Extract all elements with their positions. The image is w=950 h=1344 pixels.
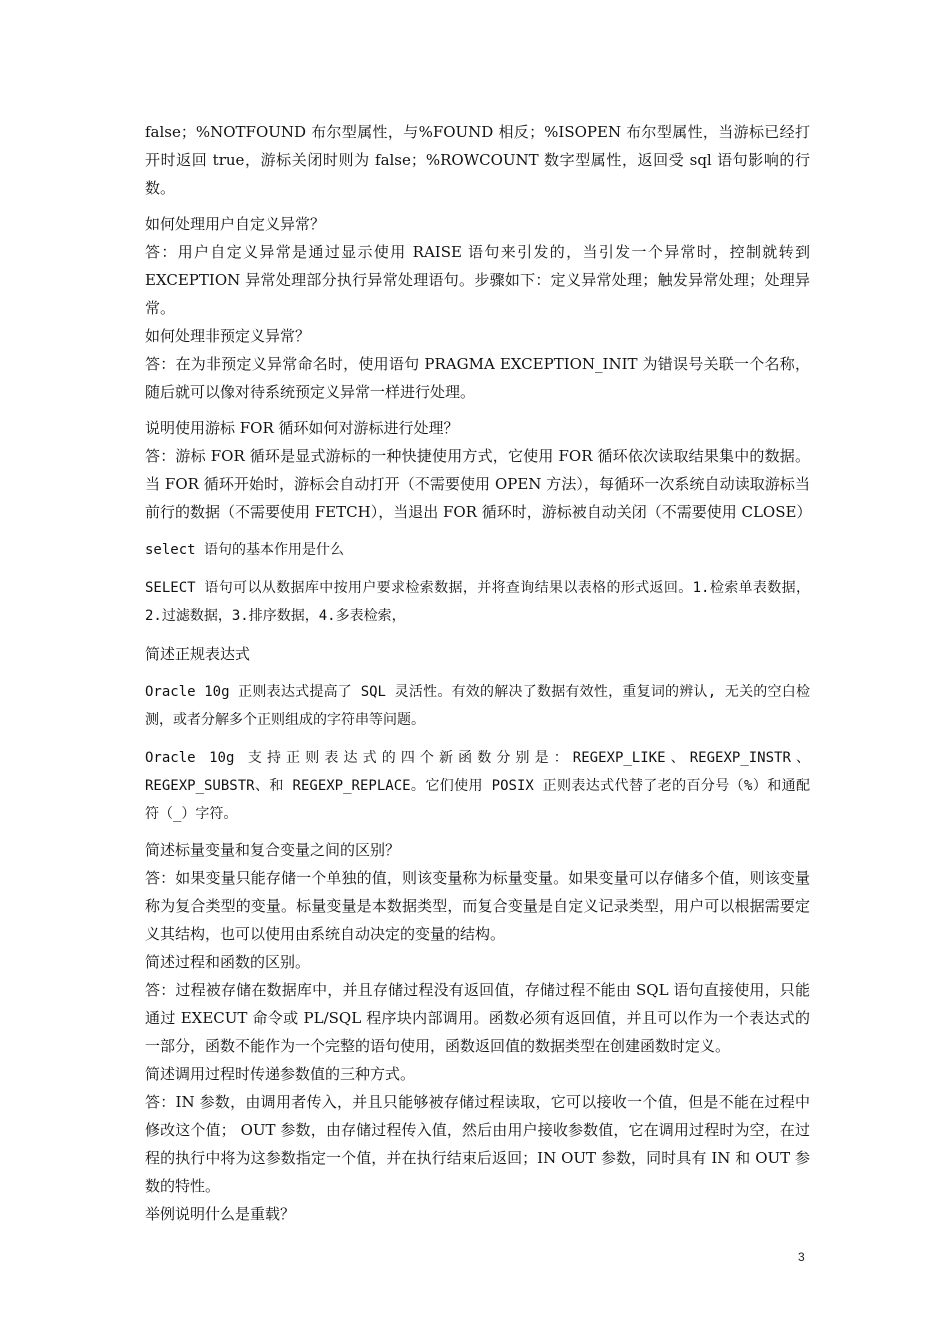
paragraph-cursor-attributes: false；%NOTFOUND 布尔型属性，与%FOUND 相反；%ISOPEN 布尔型属性，当游标已经打开时返回 true，游标关闭时则为 false；%ROWCOUNT 数字型属性，返回受 sql 语句影响的行数。 xyxy=(145,123,810,197)
question-parameter-modes: 简述调用过程时传递参数值的三种方式。 xyxy=(145,1065,416,1083)
answer-procedure-function: 答：过程被存储在数据库中，并且存储过程没有返回值，存储过程不能由 SQL 语句直接使用，只能通过 EXECUT 命令或 PL/SQL 程序块内部调用。函数必须有返回值，并且可以作为一个表达式的一部分，函数不能作为一个完整的语句使用，函数返回值的数据类型在创建函数时定义。 xyxy=(145,981,810,1055)
answer-cursor-for-loop: 答：游标 FOR 循环是显式游标的一种快捷使用方式，它使用 FOR 循环依次读取结果集中的数据。当 FOR 循环开始时，游标会自动打开（不需要使用 OPEN 方法），每循环一次系统自动读取游标当前行的数据（不需要使用 FETCH），当退出 FOR 循环时，游标被自动关闭（不需要使用 CLOSE） xyxy=(145,447,812,521)
question-nonpredefined-exception: 如何处理非预定义异常？ xyxy=(145,327,311,345)
page-content xyxy=(145,118,810,1228)
answer-scalar-composite: 答：如果变量只能存储一个单独的值，则该变量称为标量变量。如果变量可以存储多个值，则该变量称为复合类型的变量。标量变量是本数据类型，而复合变量是自定义记录类型，用户可以根据需要定义其结构，也可以使用由系统自动决定的变量的结构。 xyxy=(145,869,810,943)
question-procedure-function: 简述过程和函数的区别。 xyxy=(145,953,311,971)
question-scalar-composite: 简述标量变量和复合变量之间的区别？ xyxy=(145,841,401,859)
answer-parameter-modes: 答：IN 参数，由调用者传入，并且只能够被存储过程读取，它可以接收一个值，但是不能在过程中修改这个值； OUT 参数，由存储过程传入值，然后由用户接收参数值，它在调用过程时为空，在过程的执行中将为这参数指定一个值，并在执行结束后返回；IN OUT 参数，同时具有 IN 和 OUT 参数的特性。 xyxy=(145,1093,810,1195)
heading-regex: 简述正规表达式 xyxy=(145,645,251,663)
question-overloading: 举例说明什么是重载？ xyxy=(145,1205,296,1223)
answer-user-exception: 答：用户自定义异常是通过显示使用 RAISE 语句来引发的，当引发一个异常时，控制就转到 EXCEPTION 异常处理部分执行异常处理语句。步骤如下：定义异常处理；触发异常处理；处理异常。 xyxy=(145,243,810,317)
paragraph-regex-intro: Oracle 10g 正则表达式提高了 SQL 灵活性。有效的解决了数据有效性，重复词的辨认, 无关的空白检测，或者分解多个正则组成的字符串等问题。 xyxy=(145,684,810,728)
answer-nonpredefined-exception: 答：在为非预定义异常命名时，使用语句 PRAGMA EXCEPTION_INIT 为错误号关联一个名称，随后就可以像对待系统预定义异常一样进行处理。 xyxy=(145,355,810,401)
question-select: select 语句的基本作用是什么 xyxy=(145,542,345,558)
page-number: 3 xyxy=(798,1250,805,1264)
answer-select: SELECT 语句可以从数据库中按用户要求检索数据，并将查询结果以表格的形式返回。1.检索单表数据，2.过滤数据，3.排序数据，4.多表检索， xyxy=(145,580,810,624)
paragraph-regex-functions: Oracle 10g 支持正则表达式的四个新函数分别是：REGEXP_LIKE、REGEXP_INSTR、REGEXP_SUBSTR、和 REGEXP_REPLACE。它们使用 POSIX 正则表达式代替了老的百分号（%）和通配符（_）字符。 xyxy=(145,750,810,822)
question-user-exception: 如何处理用户自定义异常？ xyxy=(145,215,326,233)
question-cursor-for-loop: 说明使用游标 FOR 循环如何对游标进行处理？ xyxy=(145,419,459,437)
